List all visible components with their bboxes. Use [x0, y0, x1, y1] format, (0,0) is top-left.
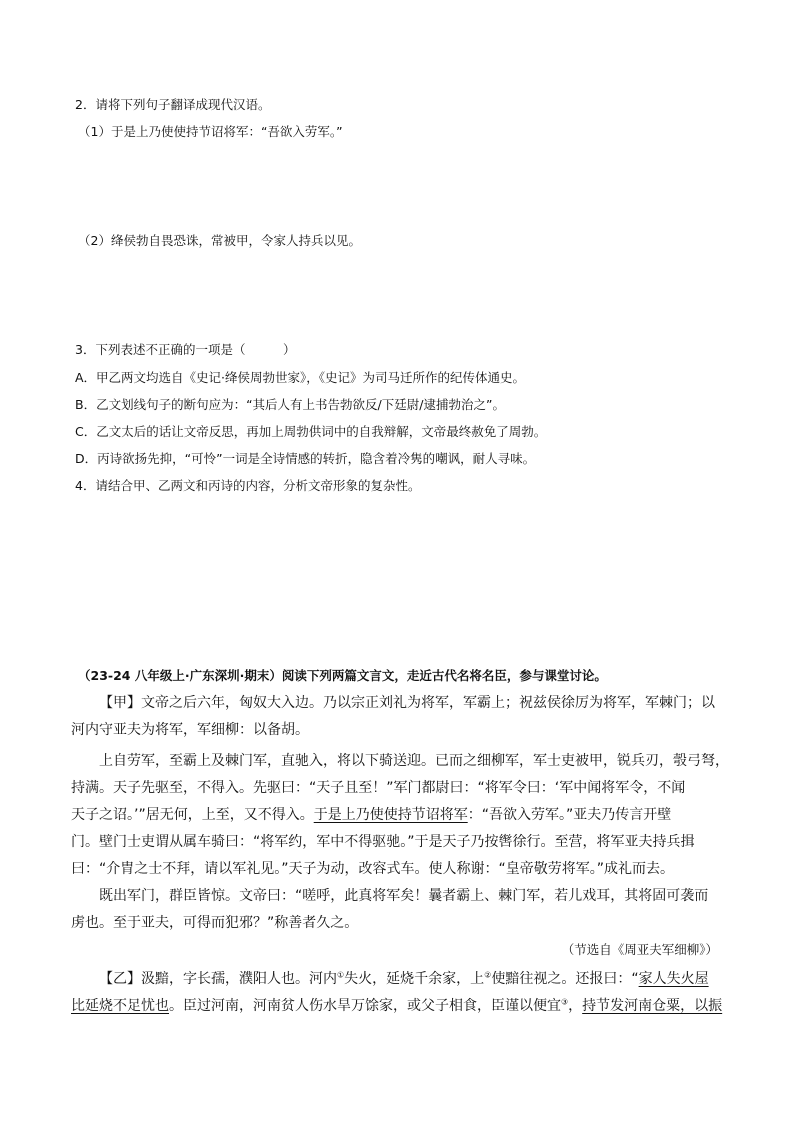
- passage-yi-line-2-text-b: ，: [568, 998, 583, 1014]
- question-3-option-a: A．甲乙两文均选自《史记·绛侯周勃世家》，《史记》为司马迁所作的纪传体通史。: [75, 370, 526, 385]
- passage-jia-line-9: 虏也。至于亚夫，可得而犯邪？”称善者久之。: [71, 915, 359, 931]
- question-2-title: 2．请将下列句子翻译成现代汉语。: [75, 97, 271, 112]
- passage-jia-line-8: 既出军门，群臣皆惊。文帝曰：“嗟呼，此真将军矣！曩者霸上、棘门军，若儿戏耳，其将固可袭而: [99, 888, 709, 904]
- passage-header: （23-24 八年级上·广东深圳·期末）阅读下列两篇文言文，走近古代名将名臣，参与课堂讨论。: [78, 668, 607, 683]
- passage-jia-line-2: 河内守亚夫为将军，军细柳：以备胡。: [71, 722, 309, 738]
- footnote-marker-1: ①: [337, 970, 345, 980]
- passage-yi-line-1-text-b: 失火，延烧千余家，上: [344, 971, 485, 987]
- passage-yi-line-1-text-c: 使黯往视之。还报曰：“: [491, 971, 639, 987]
- question-3-option-d: D．丙诗欲扬先抑，“可怜”一词是全诗情感的转折，隐含着冷隽的嘲讽，耐人寻味。: [75, 451, 536, 466]
- question-2-sentence-2: （2）绛侯勃自畏恐诛，常被甲，令家人持兵以见。: [78, 233, 361, 248]
- underlined-sentence-yi-1: 家人失火屋: [638, 971, 709, 987]
- underlined-sentence-yi-2: 持节发河南仓粟，以振: [582, 998, 723, 1014]
- underlined-sentence-jia: 于是上乃使使持节诏将军: [313, 807, 468, 823]
- passage-jia-line-5: [71, 805, 671, 825]
- passage-yi-line-2-text-a: 。臣过河南，河南贫人伤水旱万馀家，或父子相食，臣谨以便宜: [169, 998, 561, 1014]
- footnote-marker-2: ②: [484, 970, 492, 980]
- passage-jia-line-6: 门。壁门士吏谓从属车骑曰：“将军约，军中不得驱驰。”于是天子乃按辔徐行。至营，将军亚夫持兵揖: [71, 834, 695, 850]
- passage-jia-line-5-tail: ：“吾欲入劳军。”亚夫乃传言开壁: [467, 807, 672, 823]
- passage-yi-line-1: [99, 969, 709, 989]
- passage-jia-source: （节选自《周亚夫军细柳》）: [561, 942, 718, 957]
- underlined-sentence-yi-1-cont: 比延烧不足忧也: [71, 998, 169, 1014]
- passage-jia-line-3: 上自劳军，至霸上及棘门军，直驰入，将以下骑送迎。已而之细柳军，军士吏被甲，锐兵刃，彀弓弩，: [99, 753, 729, 769]
- question-4-title: 4．请结合甲、乙两文和丙诗的内容，分析文帝形象的复杂性。: [75, 478, 421, 493]
- passage-jia-line-4: 持满。天子先驱至，不得入。先驱曰：“天子且至！”军门都尉曰：“将军令曰：‘军中闻将军令，不闻: [71, 780, 686, 796]
- question-3-option-c: C．乙文太后的话让文帝反思，再加上周勃供词中的自我辩解，文帝最终赦免了周勃。: [75, 424, 547, 439]
- question-2-sentence-1: （1）于是上乃使使持节诏将军：“吾欲入劳军。”: [78, 124, 343, 139]
- question-3-title: 3．下列表述不正确的一项是（ ）: [75, 342, 296, 357]
- passage-jia-line-5-text: 天子之诏。’”居无何，上至，又不得入。: [71, 807, 314, 823]
- passage-yi-line-2: [71, 996, 722, 1016]
- passage-jia-line-1: 【甲】文帝之后六年，匈奴大入边。乃以宗正刘礼为将军，军霸上；祝兹侯徐厉为将军，军棘门；以: [99, 695, 715, 711]
- footnote-marker-3: ③: [561, 997, 569, 1007]
- passage-yi-line-1-text-a: 【乙】汲黯，字长孺，濮阳人也。河内: [99, 971, 337, 987]
- passage-jia-line-7: 曰：“介胄之士不拜，请以军礼见。”天子为动，改容式车。使人称谢：“皇帝敬劳将军。”成礼而去。: [71, 861, 675, 877]
- question-3-option-b: B．乙文划线句子的断句应为：“其后人有上书告勃欲反/下廷尉/逮捕勃治之”。: [75, 397, 505, 412]
